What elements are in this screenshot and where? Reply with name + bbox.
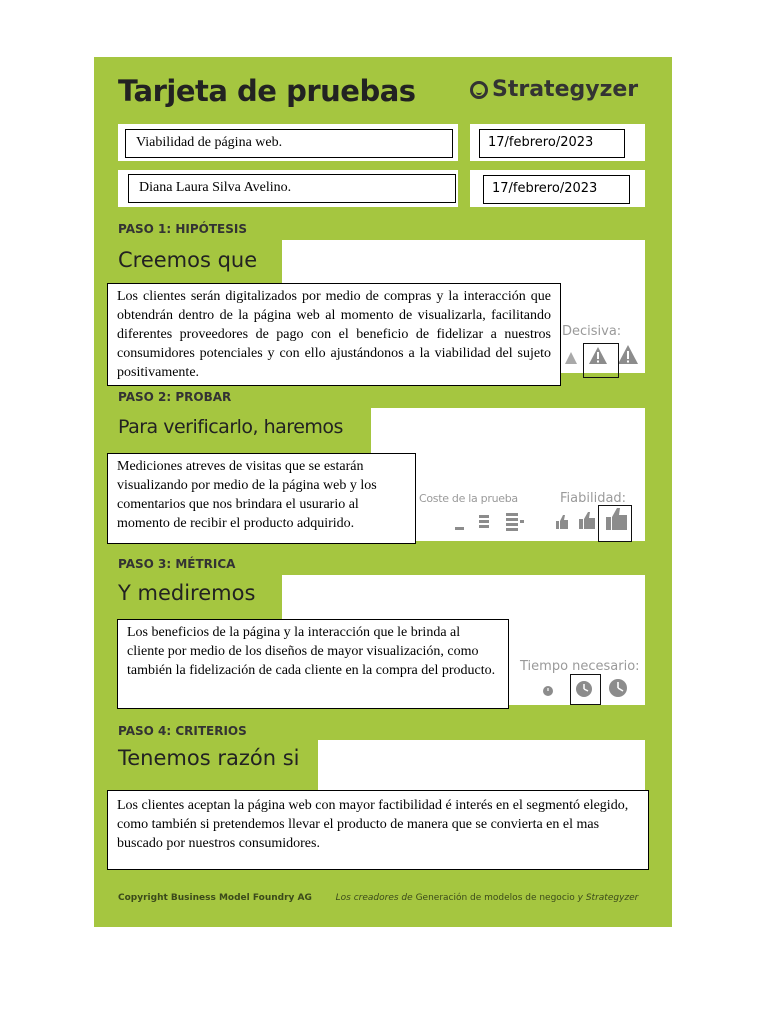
time-required-label: Tiempo necesario: — [520, 659, 640, 674]
time-selection-box — [570, 674, 601, 705]
thumbs-up-icon[interactable] — [579, 512, 595, 529]
criteria-text[interactable]: Los clientes aceptan la página web con mayor factibilidad é interés en el segmentó elegido, como también si pretendemos llevar el producto de manera que se convierta en el mas buscado por nuestros consumidores. — [107, 790, 649, 870]
reliability-label: Fiabilidad: — [560, 491, 627, 506]
test-cost-rating — [450, 510, 530, 534]
brand-logo — [470, 77, 638, 102]
test-name-field[interactable]: Viabilidad de página web. — [125, 129, 453, 158]
footer — [118, 893, 638, 903]
footer-book: Generación de modelos de negocio — [415, 893, 575, 903]
decisive-selection-box — [583, 343, 619, 378]
step2-heading: Para verificarlo, haremos — [118, 416, 343, 438]
brand-name: Strategyzer — [492, 77, 639, 102]
metric-text[interactable]: Los beneficios de la página y la interacción que le brinda al cliente por medio de los diseños de mayor visualización, como también la fidelización de cada cliente en la compra del producto. — [117, 619, 509, 709]
footer-copyright: Copyright Business Model Foundry AG — [118, 893, 312, 903]
hypothesis-text[interactable]: Los clientes serán digitalizados por medio de compras y la interacción que obtendrán dentro de la página web al momento de visualizarla, facilitando diferentes proveedores de pago con el beneficio de fidelizar a nuestros consumidores potenciales y con ello ajustándonos a la viabilidad del sujeto positivamente. — [107, 283, 561, 386]
footer-suffix: y Strategyzer — [577, 893, 639, 903]
test-method-text[interactable]: Mediciones atreves de visitas que se estarán visualizando por medio de la página web y los comentarios que nos brindara el usurario al momento de recibir el producto adquirido. — [107, 453, 416, 544]
step3-label: PASO 3: MÉTRICA — [118, 557, 236, 571]
step4-label: PASO 4: CRITERIOS — [118, 724, 247, 738]
step2-label: PASO 2: PROBAR — [118, 390, 232, 404]
coins-icon[interactable] — [479, 515, 489, 528]
footer-prefix: Los creadores de — [335, 893, 413, 903]
step4-heading: Tenemos razón si — [118, 746, 300, 770]
clock-icon[interactable] — [543, 686, 553, 696]
step1-label: PASO 1: HIPÓTESIS — [118, 222, 247, 236]
test-cost-label: Coste de la prueba — [419, 492, 518, 505]
warning-triangle-icon[interactable] — [618, 345, 638, 364]
card-title: Tarjeta de pruebas — [118, 74, 416, 108]
warning-triangle-icon[interactable] — [565, 352, 577, 364]
strategyzer-logo-icon — [470, 81, 488, 99]
decisive-label: Decisiva: — [562, 324, 622, 339]
coins-icon[interactable] — [506, 513, 524, 531]
coins-icon[interactable] — [455, 527, 464, 530]
clock-icon[interactable] — [609, 679, 627, 697]
step3-heading: Y mediremos — [118, 581, 256, 605]
thumbs-up-icon[interactable] — [556, 515, 568, 529]
date-field-2[interactable]: 17/febrero/2023 — [483, 175, 630, 204]
assigned-to-field[interactable]: Diana Laura Silva Avelino. — [128, 174, 456, 203]
date-field-1[interactable]: 17/febrero/2023 — [479, 129, 625, 158]
reliability-selection-box — [598, 505, 632, 542]
step1-heading: Creemos que — [118, 248, 258, 272]
